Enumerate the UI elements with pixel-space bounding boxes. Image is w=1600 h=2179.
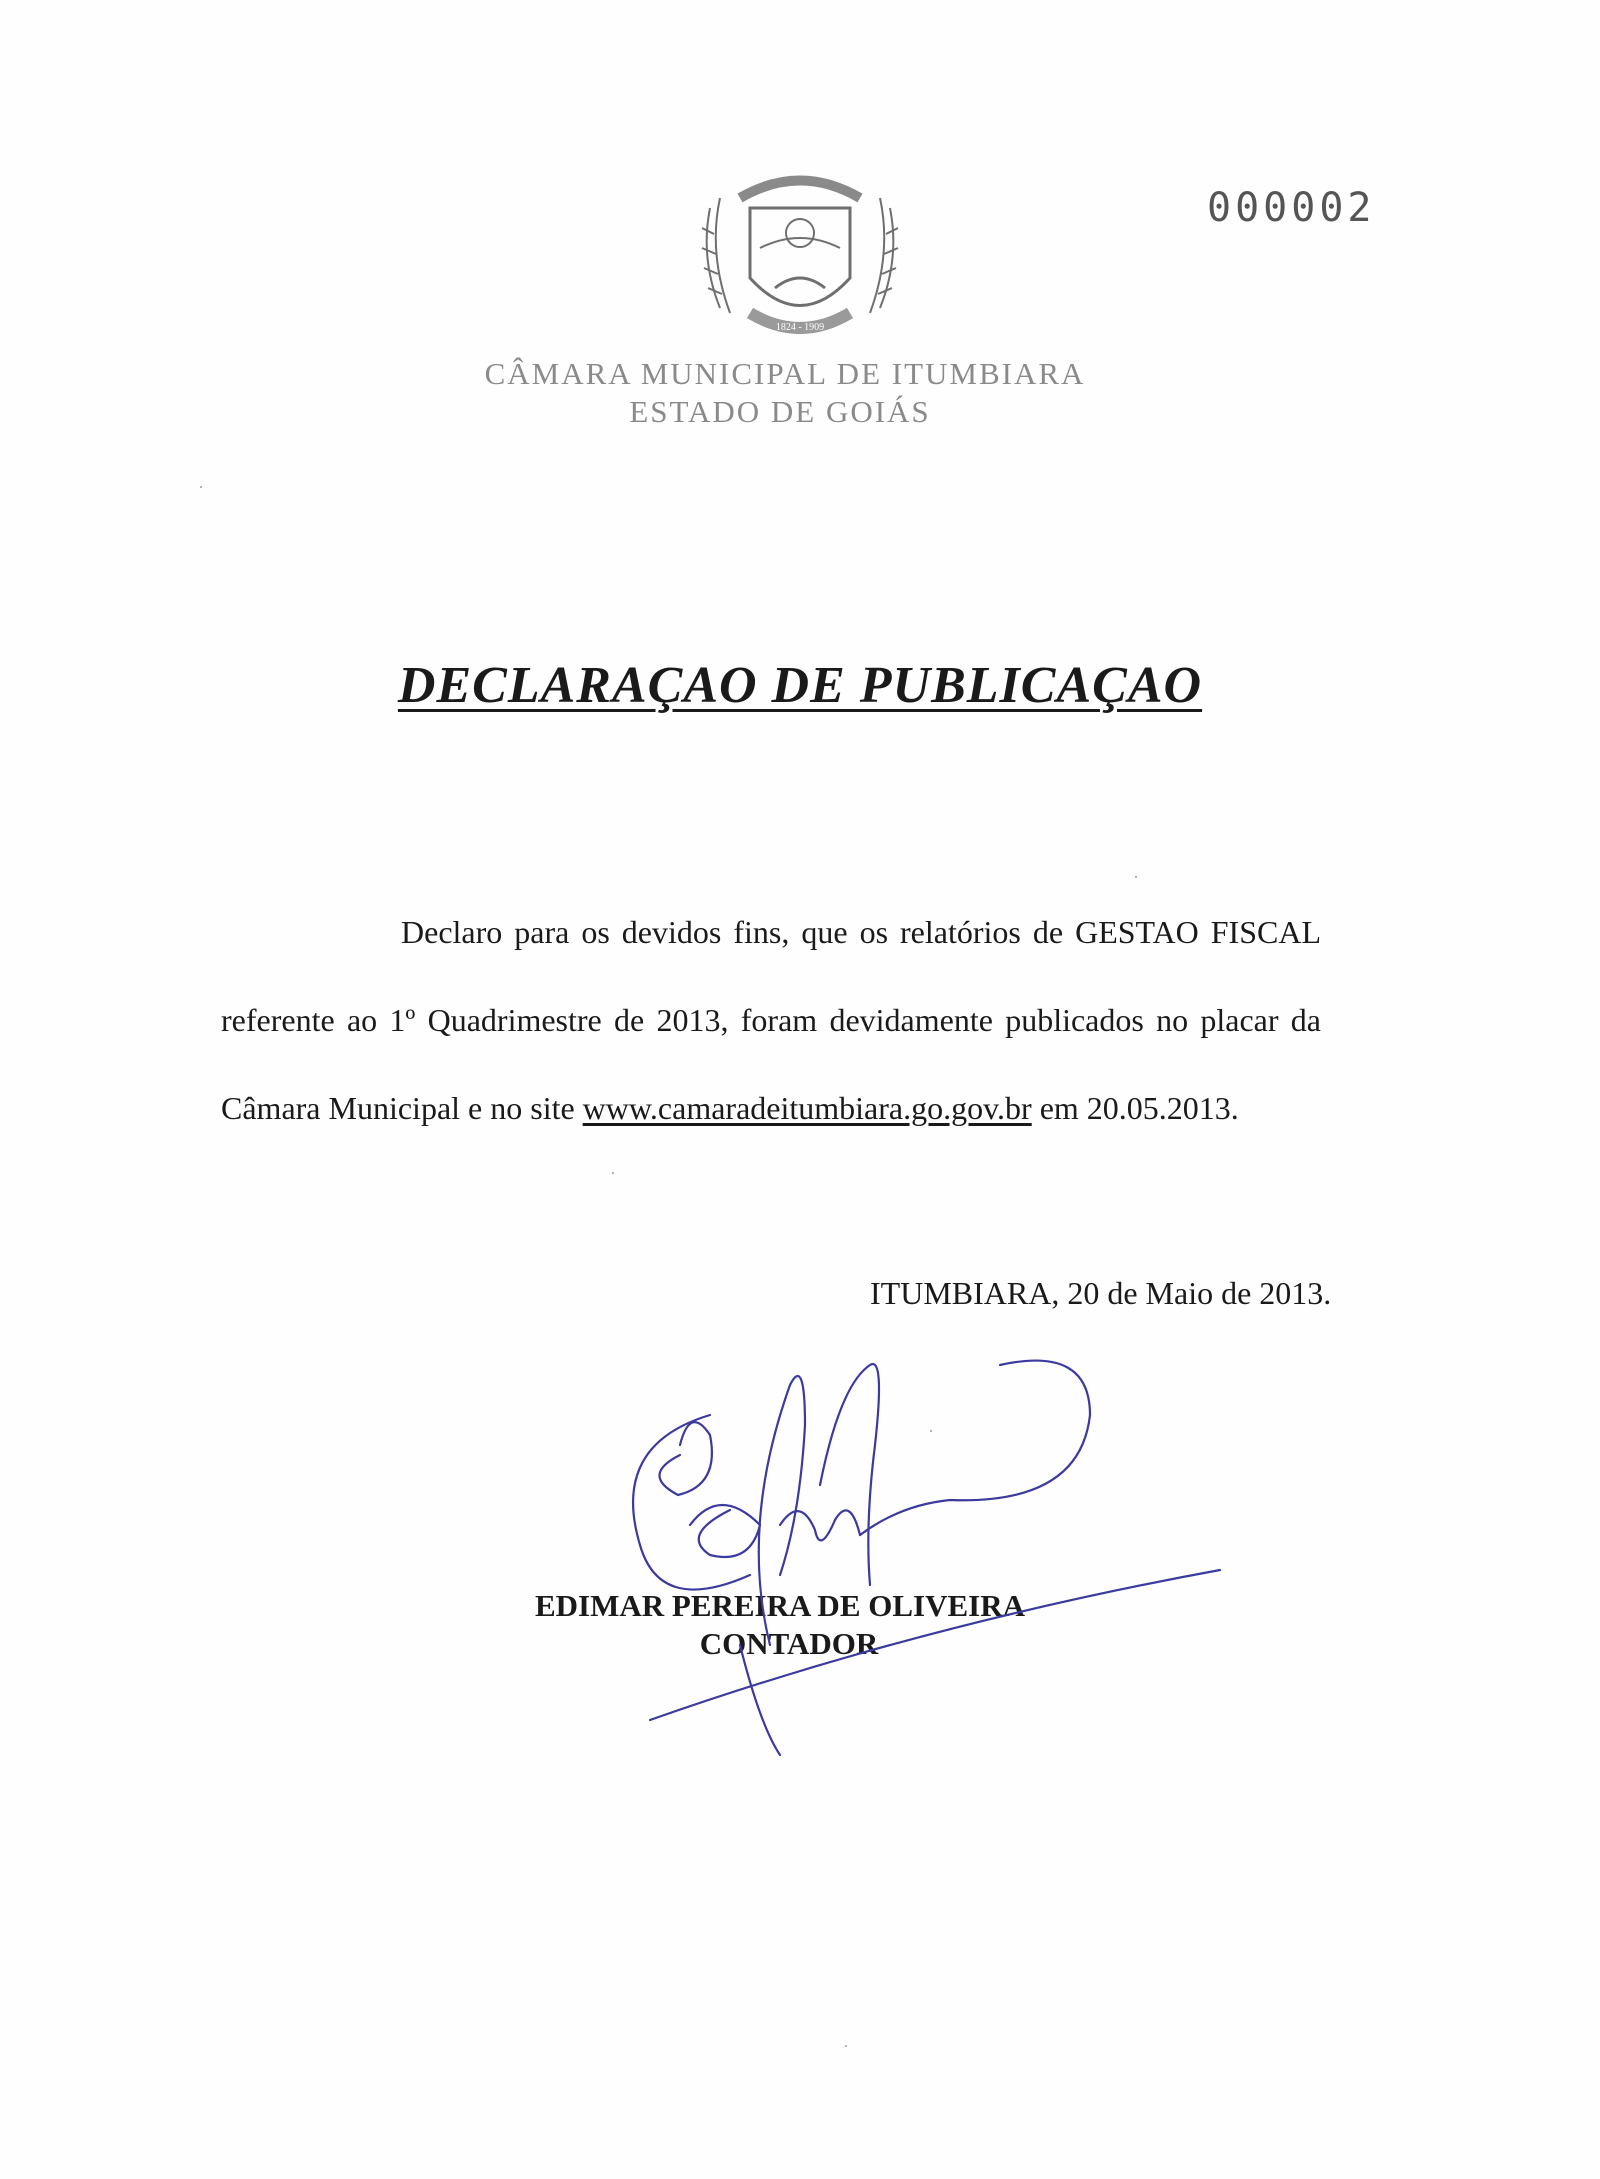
- state-name: ESTADO DE GOIÁS: [629, 394, 931, 429]
- website-link[interactable]: www.camaradeitumbiara.go.gov.br: [582, 1090, 1032, 1126]
- crest-ribbon-label: ITUMBIARA: [771, 189, 829, 200]
- scan-speck: [1135, 876, 1137, 878]
- body-line-3: [221, 1064, 1321, 1152]
- signer-name: EDIMAR PEREIRA DE OLIVEIRA: [534, 1588, 1026, 1623]
- institution-name: CÂMARA MUNICIPAL DE ITUMBIARA: [484, 356, 1086, 391]
- declaration-body: [221, 888, 1321, 1152]
- document-title: DECLARAÇAO DE PUBLICAÇAO: [397, 657, 1203, 714]
- document-number: 000002: [1207, 185, 1376, 231]
- body-line-3-end: em 20.05.2013.: [1031, 1090, 1239, 1126]
- scan-speck: [845, 2045, 847, 2047]
- body-line-1: Declaro para os devidos fins, que os relatórios de GESTAO FISCAL: [401, 914, 1321, 950]
- body-line-3-start: Câmara Municipal e no site: [221, 1090, 583, 1126]
- place-and-date: ITUMBIARA, 20 de Maio de 2013.: [870, 1275, 1332, 1311]
- scan-speck: [200, 486, 202, 488]
- scan-speck: [612, 1172, 614, 1174]
- body-line-2: referente ao 1º Quadrimestre de 2013, foram devidamente publicados no placar da: [221, 1002, 1321, 1038]
- coat-of-arms-icon: [680, 168, 920, 348]
- crest-years-label: 1824 - 1909: [775, 322, 825, 333]
- handwritten-signature-icon: [620, 1325, 1240, 1765]
- signer-role: CONTADOR: [699, 1626, 879, 1661]
